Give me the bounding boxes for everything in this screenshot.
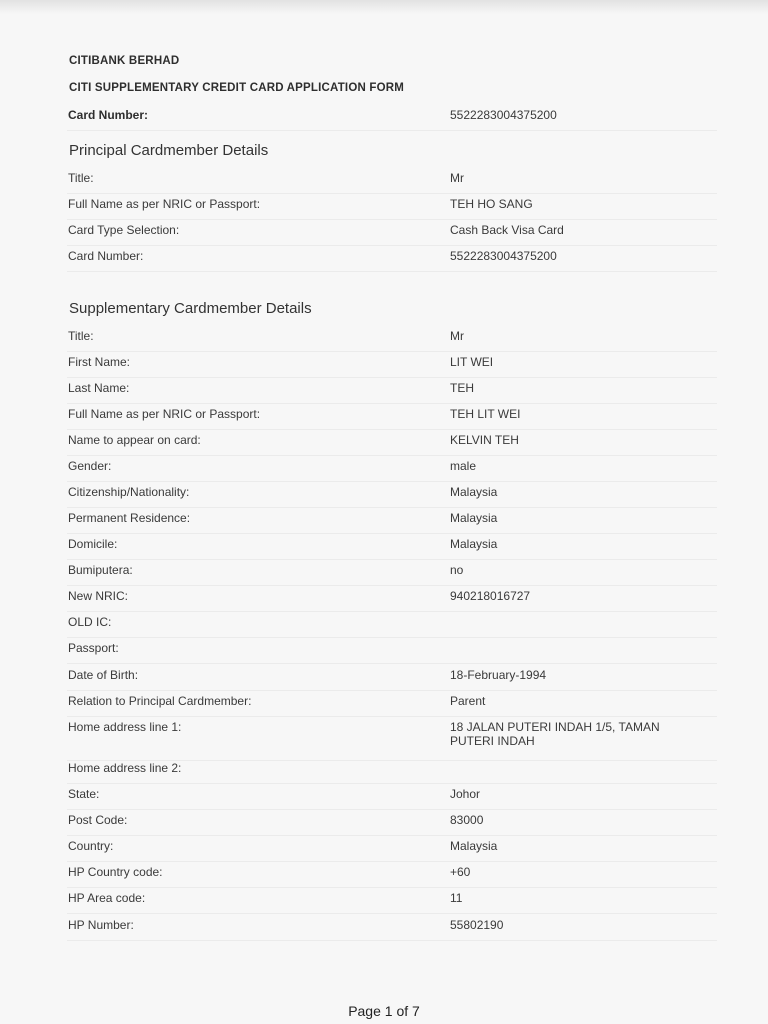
- supp-row-country: [67, 839, 717, 862]
- supp-row-residence: [67, 511, 717, 534]
- field-value: 18-February-1994: [450, 668, 547, 682]
- field-value: 83000: [450, 813, 484, 827]
- field-label: HP Number:: [68, 918, 134, 932]
- supplementary-section-title: Supplementary Cardmember Details: [69, 300, 312, 317]
- field-label: Passport:: [68, 641, 119, 655]
- supp-row-full-name: [67, 407, 717, 430]
- field-value: Mr: [450, 329, 464, 343]
- principal-row-full-name: [67, 197, 717, 220]
- field-label: Country:: [68, 839, 114, 853]
- supp-row-citizenship: [67, 485, 717, 508]
- field-label: HP Area code:: [68, 891, 146, 905]
- field-label: Citizenship/Nationality:: [68, 485, 190, 499]
- supp-row-passport: [67, 641, 717, 664]
- supp-row-address-2: [67, 761, 717, 784]
- supp-row-new-nric: [67, 589, 717, 612]
- principal-row-card-number: [67, 249, 717, 272]
- supp-row-last-name: [67, 381, 717, 404]
- field-value: 5522283004375200: [450, 249, 557, 263]
- field-value: TEH: [450, 381, 474, 395]
- field-label: Name to appear on card:: [68, 433, 201, 447]
- field-label: HP Country code:: [68, 865, 163, 879]
- supp-row-hp-number: [67, 918, 717, 941]
- field-value: Malaysia: [450, 511, 498, 525]
- field-label: Title:: [68, 329, 94, 343]
- field-label: Card Number:: [68, 249, 144, 263]
- supp-row-hp-country-code: [67, 865, 717, 888]
- header-card-number-row: [67, 108, 717, 131]
- field-label: Relation to Principal Cardmember:: [68, 694, 252, 708]
- field-label: Gender:: [68, 459, 112, 473]
- field-label: Post Code:: [68, 813, 128, 827]
- field-value: TEH HO SANG: [450, 197, 533, 211]
- supp-row-domicile: [67, 537, 717, 560]
- supp-row-gender: [67, 459, 717, 482]
- bank-name: CITIBANK BERHAD: [69, 55, 180, 67]
- field-value: Mr: [450, 171, 464, 185]
- field-value: Parent: [450, 694, 486, 708]
- header-card-number-value: 5522283004375200: [450, 108, 557, 122]
- field-value: Malaysia: [450, 839, 498, 853]
- supp-row-address-1: [67, 720, 717, 761]
- principal-row-card-type: [67, 223, 717, 246]
- field-value: 55802190: [450, 918, 504, 932]
- header-card-number-label: Card Number:: [68, 108, 149, 122]
- field-label: New NRIC:: [68, 589, 129, 603]
- field-value: TEH LIT WEI: [450, 407, 521, 421]
- field-value: 11: [450, 891, 463, 905]
- field-label: Date of Birth:: [68, 668, 139, 682]
- field-value: 940218016727: [450, 589, 531, 603]
- supp-row-card-name: [67, 433, 717, 456]
- field-label: Permanent Residence:: [68, 511, 191, 525]
- field-label: Card Type Selection:: [68, 223, 180, 237]
- field-label: Home address line 1:: [68, 720, 182, 734]
- field-label: Bumiputera:: [68, 563, 133, 577]
- field-label: Last Name:: [68, 381, 130, 395]
- field-label: Title:: [68, 171, 94, 185]
- field-value: Johor: [450, 787, 481, 801]
- field-label: Full Name as per NRIC or Passport:: [68, 407, 261, 421]
- supp-row-relation: [67, 694, 717, 717]
- supp-row-date-of-birth: [67, 668, 717, 691]
- principal-row-title: [67, 171, 717, 194]
- field-label: Home address line 2:: [68, 761, 182, 775]
- page-number: Page 1 of 7: [348, 1003, 420, 1019]
- field-value: Malaysia: [450, 485, 498, 499]
- supp-row-first-name: [67, 355, 717, 378]
- field-value: Malaysia: [450, 537, 498, 551]
- field-label: State:: [68, 787, 100, 801]
- field-value: Cash Back Visa Card: [450, 223, 564, 237]
- field-label: Full Name as per NRIC or Passport:: [68, 197, 261, 211]
- field-value: KELVIN TEH: [450, 433, 519, 447]
- field-label: Domicile:: [68, 537, 118, 551]
- field-value: 18 JALAN PUTERI INDAH 1/5, TAMAN PUTERI INDAH: [450, 720, 660, 748]
- field-value: no: [450, 563, 464, 577]
- supp-row-state: [67, 787, 717, 810]
- supp-row-title: [67, 329, 717, 352]
- field-label: OLD IC:: [68, 615, 112, 629]
- field-value: male: [450, 459, 477, 473]
- supp-row-old-ic: [67, 615, 717, 638]
- supp-row-hp-area-code: [67, 891, 717, 914]
- field-value: +60: [450, 865, 471, 879]
- supp-row-bumiputera: [67, 563, 717, 586]
- supp-row-post-code: [67, 813, 717, 836]
- field-value: LIT WEI: [450, 355, 494, 369]
- form-title: CITI SUPPLEMENTARY CREDIT CARD APPLICATION FORM: [69, 82, 405, 94]
- principal-section-title: Principal Cardmember Details: [69, 142, 269, 159]
- field-label: First Name:: [68, 355, 131, 369]
